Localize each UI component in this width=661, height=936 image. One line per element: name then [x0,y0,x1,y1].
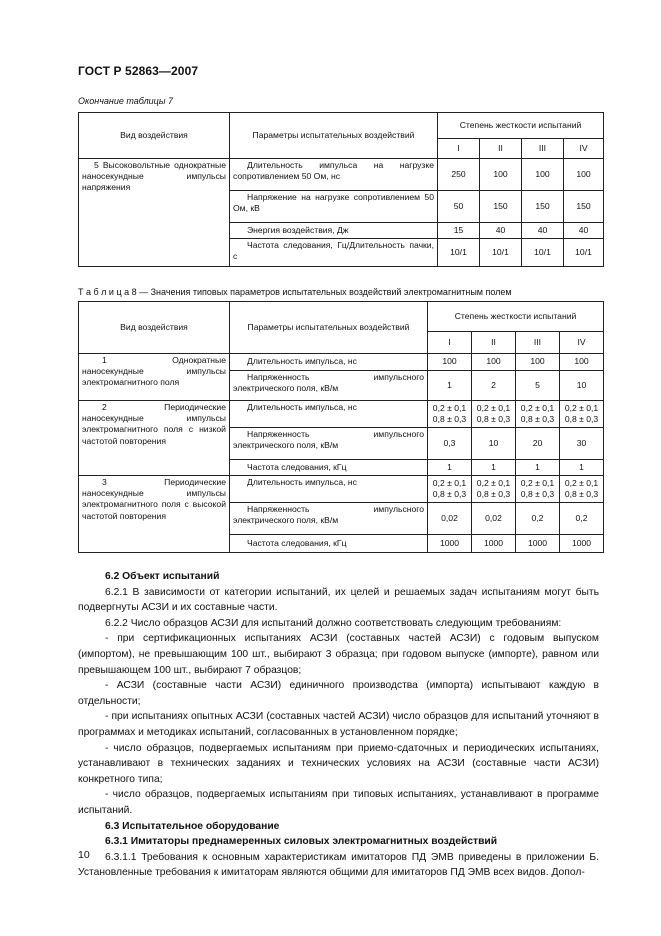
impact-type-cell: 5 Высоковольтные однократные наносекундные импульсы напряжения [79,159,230,267]
table-7 [78,112,604,267]
param-cell: Частота следования, кГц [230,460,428,476]
value-cell: 0,3 [428,428,472,460]
value-cell: 0,2 ± 0,1 0,8 ± 0,3 [472,401,516,428]
section-heading: 6.3 Испытательное оборудование [105,820,280,832]
value-cell: 1 [428,371,472,401]
value-cell: 0,2 [516,503,560,535]
paragraph: - число образцов, подвергаемых испытаниям при приемо-сдаточных и периодических испытаниях, устанавливают в технических заданиях и технических условиях на АСЗИ (составные части АСЗИ) конкретного типа; [78,742,599,785]
value-cell: 1 [472,460,516,476]
value-cell: 0,2 ± 0,1 0,8 ± 0,3 [428,476,472,503]
value-cell: 40 [564,223,604,239]
value-cell: 2 [472,371,516,401]
paragraph: - при испытаниях опытных АСЗИ (составных частей АСЗИ) число образцов для испытаний уточняют в программах и методиках испытаний, согласованных в установленном порядке; [78,711,599,738]
param-cell: Напряженность импульсного электрического поля, кВ/м [230,503,428,535]
table8-caption: Т а б л и ц а 8 — Значения типовых параметров испытательных воздействий электромагнитным полем [78,287,512,297]
value-cell: 1000 [516,535,560,553]
value-cell: 100 [522,159,564,191]
value-cell: 1000 [428,535,472,553]
param-cell: Длительность импульса, нс [230,476,428,503]
value-cell: 100 [428,354,472,371]
param-cell: Длительность импульса, нс [230,354,428,371]
table-8 [78,301,604,553]
value-cell: 10/1 [480,239,522,267]
level-header: III [522,139,564,159]
value-cell: 10/1 [522,239,564,267]
col-header-severity: Степень жесткости испытаний [438,113,604,139]
paragraph: 6.3.1.1 Требования к основным характеристикам имитаторов ПД ЭМВ приведены в приложении Б. Установленные требования к имитаторам являются общими для имитаторов ПД ЭМВ всех видов. Допол- [78,851,599,879]
value-cell: 0,2 ± 0,1 0,8 ± 0,3 [560,401,604,428]
value-cell: 150 [522,191,564,223]
paragraph: - при сертификационных испытаниях АСЗИ (составных частей АСЗИ) с годовым выпуском (импортом), не превышающим 100 шт., выбирают 3 образца; при годовом выпуске (импорте), равном или превышающем 100 шт., выбирают 7 образцов; [78,633,599,676]
param-cell: Частота следования, кГц [230,535,428,553]
value-cell: 0,2 ± 0,1 0,8 ± 0,3 [472,476,516,503]
level-header: II [480,139,522,159]
level-header: I [428,332,472,354]
col-header-params: Параметры испытательных воздействий [230,113,438,159]
col-header-impact: Вид воздействия [79,113,230,159]
value-cell: 40 [480,223,522,239]
param-cell: Частота следования, Гц/Длительность пачки, с [230,239,438,267]
col-header-severity: Степень жесткости испытаний [428,302,604,332]
impact-type-cell: 3 Периодические наносекундные импульсы электромагнитного поля с высокой частотой повторения [79,476,230,553]
value-cell: 150 [564,191,604,223]
value-cell: 40 [522,223,564,239]
level-header: IV [564,139,604,159]
value-cell: 100 [560,354,604,371]
paragraph: - АСЗИ (составные части АСЗИ) единичного производства (импорта) испытывают каждую в отдельности; [78,680,599,707]
value-cell: 100 [472,354,516,371]
value-cell: 150 [480,191,522,223]
value-cell: 1000 [472,535,516,553]
value-cell: 1 [428,460,472,476]
value-cell: 1 [560,460,604,476]
param-cell: Энергия воздействия, Дж [230,223,438,239]
section-heading: 6.2 Объект испытаний [105,571,220,582]
level-header: IV [560,332,604,354]
value-cell: 5 [516,371,560,401]
level-header: I [438,139,480,159]
value-cell: 30 [560,428,604,460]
value-cell: 1000 [560,535,604,553]
body-text [78,569,599,881]
level-header: III [516,332,560,354]
impact-type-cell: 2 Периодические наносекундные импульсы электромагнитного поля с низкой частотой повторения [79,401,230,476]
value-cell: 10/1 [564,239,604,267]
param-cell: Напряжение на нагрузке сопротивлением 50 Ом, кВ [230,191,438,223]
paragraph: 6.2.2 Число образцов АСЗИ для испытаний должно соответствовать следующим требованиям: [105,617,562,629]
paragraph: 6.2.1 В зависимости от категории испытаний, их целей и решаемых задач испытаниям могут быть подвергнуты АСЗИ и их составные части. [78,586,599,614]
page-number: 10 [78,849,90,861]
col-header-params: Параметры испытательных воздействий [230,302,428,354]
value-cell: 0,2 ± 0,1 0,8 ± 0,3 [560,476,604,503]
impact-type-cell: 1 Однократные наносекундные импульсы электромагнитного поля [79,354,230,401]
value-cell: 0,2 ± 0,1 0,8 ± 0,3 [428,401,472,428]
col-header-impact: Вид воздействия [79,302,230,354]
paragraph: - число образцов, подвергаемых испытаниям при типовых испытаниях, устанавливают в программе испытаний. [78,789,599,816]
value-cell: 100 [564,159,604,191]
section-heading: 6.3.1 Имитаторы преднамеренных силовых электромагнитных воздействий [105,836,498,848]
param-cell: Длительность импульса на нагрузке сопротивлением 50 Ом, нс [230,159,438,191]
value-cell: 250 [438,159,480,191]
value-cell: 10/1 [438,239,480,267]
value-cell: 100 [480,159,522,191]
value-cell: 10 [472,428,516,460]
param-cell: Длительность импульса, нс [230,401,428,428]
value-cell: 15 [438,223,480,239]
value-cell: 20 [516,428,560,460]
value-cell: 0,2 ± 0,1 0,8 ± 0,3 [516,476,560,503]
level-header: II [472,332,516,354]
value-cell: 100 [516,354,560,371]
value-cell: 0,02 [472,503,516,535]
document-header: ГОСТ Р 52863—2007 [78,64,199,78]
value-cell: 1 [516,460,560,476]
value-cell: 0,2 ± 0,1 0,8 ± 0,3 [516,401,560,428]
value-cell: 10 [560,371,604,401]
value-cell: 0,2 [560,503,604,535]
param-cell: Напряженность импульсного электрического поля, кВ/м [230,428,428,460]
table7-continuation-label: Окончание таблицы 7 [78,96,173,106]
value-cell: 50 [438,191,480,223]
param-cell: Напряженность импульсного электрического поля, кВ/м [230,371,428,401]
value-cell: 0,02 [428,503,472,535]
